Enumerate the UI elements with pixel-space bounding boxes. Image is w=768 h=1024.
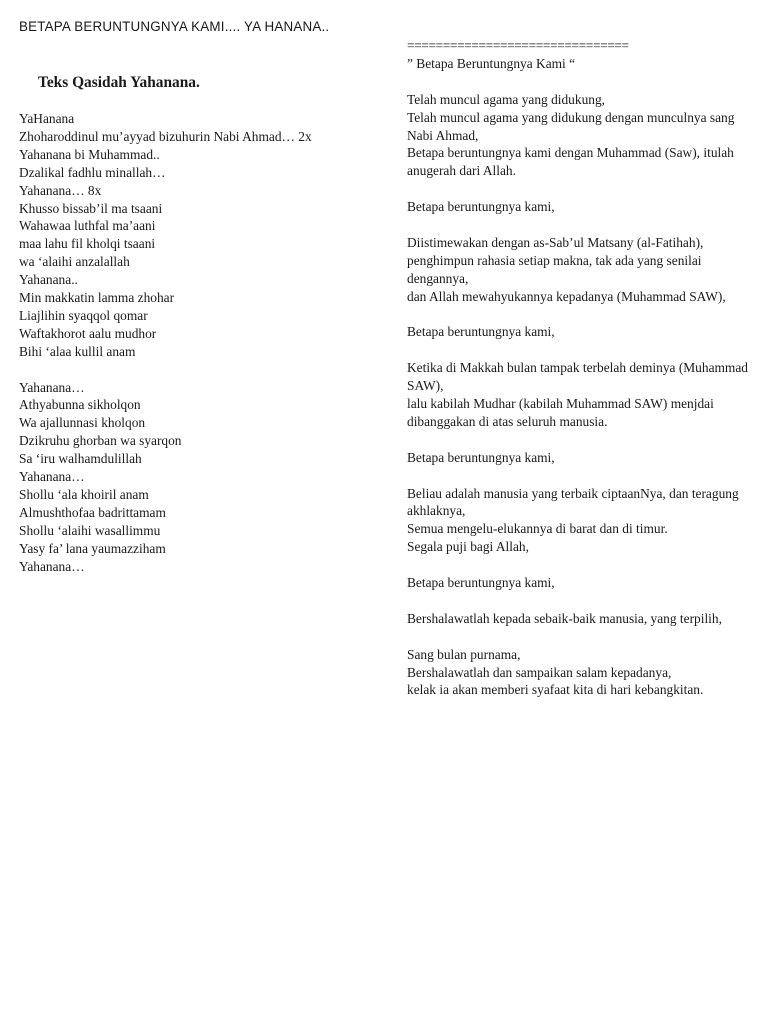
translation-paragraph: Sang bulan purnama, Bershalawatlah dan sampaikan salam kepadanya, kelak ia akan memberi syafaat kita di hari kebangkitan. [407,646,704,698]
translation-paragraph: Beliau adalah manusia yang terbaik ciptaanNya, dan teragung akhlaknya, Semua mengelu-elukannya di barat dan di timur. Segala puji bagi Allah, [407,485,739,555]
document-title: BETAPA BERUNTUNGNYA KAMI.... YA HANANA.. [19,19,330,34]
translation-refrain: Betapa beruntungnya kami, [407,199,555,215]
lyrics-subtitle: Teks Qasidah Yahanana. [38,74,200,91]
translation-paragraph: Bershalawatlah kepada sebaik-baik manusia, yang terpilih, [407,610,722,626]
translation-paragraph: Diistimewakan dengan as-Sab’ul Matsany (al-Fatihah), penghimpun rahasia setiap makna, tak ada yang senilai dengannya, dan Allah mewahyukannya kepadanya (Muhammad SAW), [407,234,726,304]
translation-refrain: Betapa beruntungnya kami, [407,324,555,340]
lyrics-stanza: Yahanana… Athyabunna sikholqon Wa ajallunnasi kholqon Dzikruhu ghorban wa syarqon Sa ‘iru walhamdulillah Yahanana… Shollu ‘ala khoiril anam Almushthofaa badrittamam Shollu ‘alaihi wasallimmu Yasy fa’ lana yaumazziham Yahanana… [19,379,182,574]
lyrics-body [19,110,389,593]
translation-body [407,37,757,717]
translation-heading: ” Betapa Beruntungnya Kami “ [407,55,576,71]
lyrics-stanza: YaHanana Zhoharoddinul mu’ayyad bizuhurin Nabi Ahmad… 2x Yahanana bi Muhammad.. Dzalikal fadhlu minallah… Yahanana… 8x Khusso bissab’il ma tsaani Wahawaa luthfal ma’aani maa lahu fil kholqi tsaani wa ‘alaihi anzalallah Yahanana.. Min makkatin lamma zhohar Liajlihin syaqqol qomar Waftakhorot aalu mudhor Bihi ‘alaa kullil anam [19,111,312,359]
translation-refrain: Betapa beruntungnya kami, [407,449,555,465]
translation-refrain: Betapa beruntungnya kami, [407,575,555,591]
separator-line: =============================== [407,38,629,53]
translation-paragraph: Ketika di Makkah bulan tampak terbelah deminya (Muhammad SAW), lalu kabilah Mudhar (kabilah Muhammad SAW) menjdai dibanggakan di atas seluruh manusia. [407,360,748,429]
translation-paragraph: Telah muncul agama yang didukung, Telah muncul agama yang didukung dengan munculnya sang Nabi Ahmad, Betapa beruntungnya kami dengan Muhammad (Saw), itulah anugerah dari Allah. [407,91,735,179]
